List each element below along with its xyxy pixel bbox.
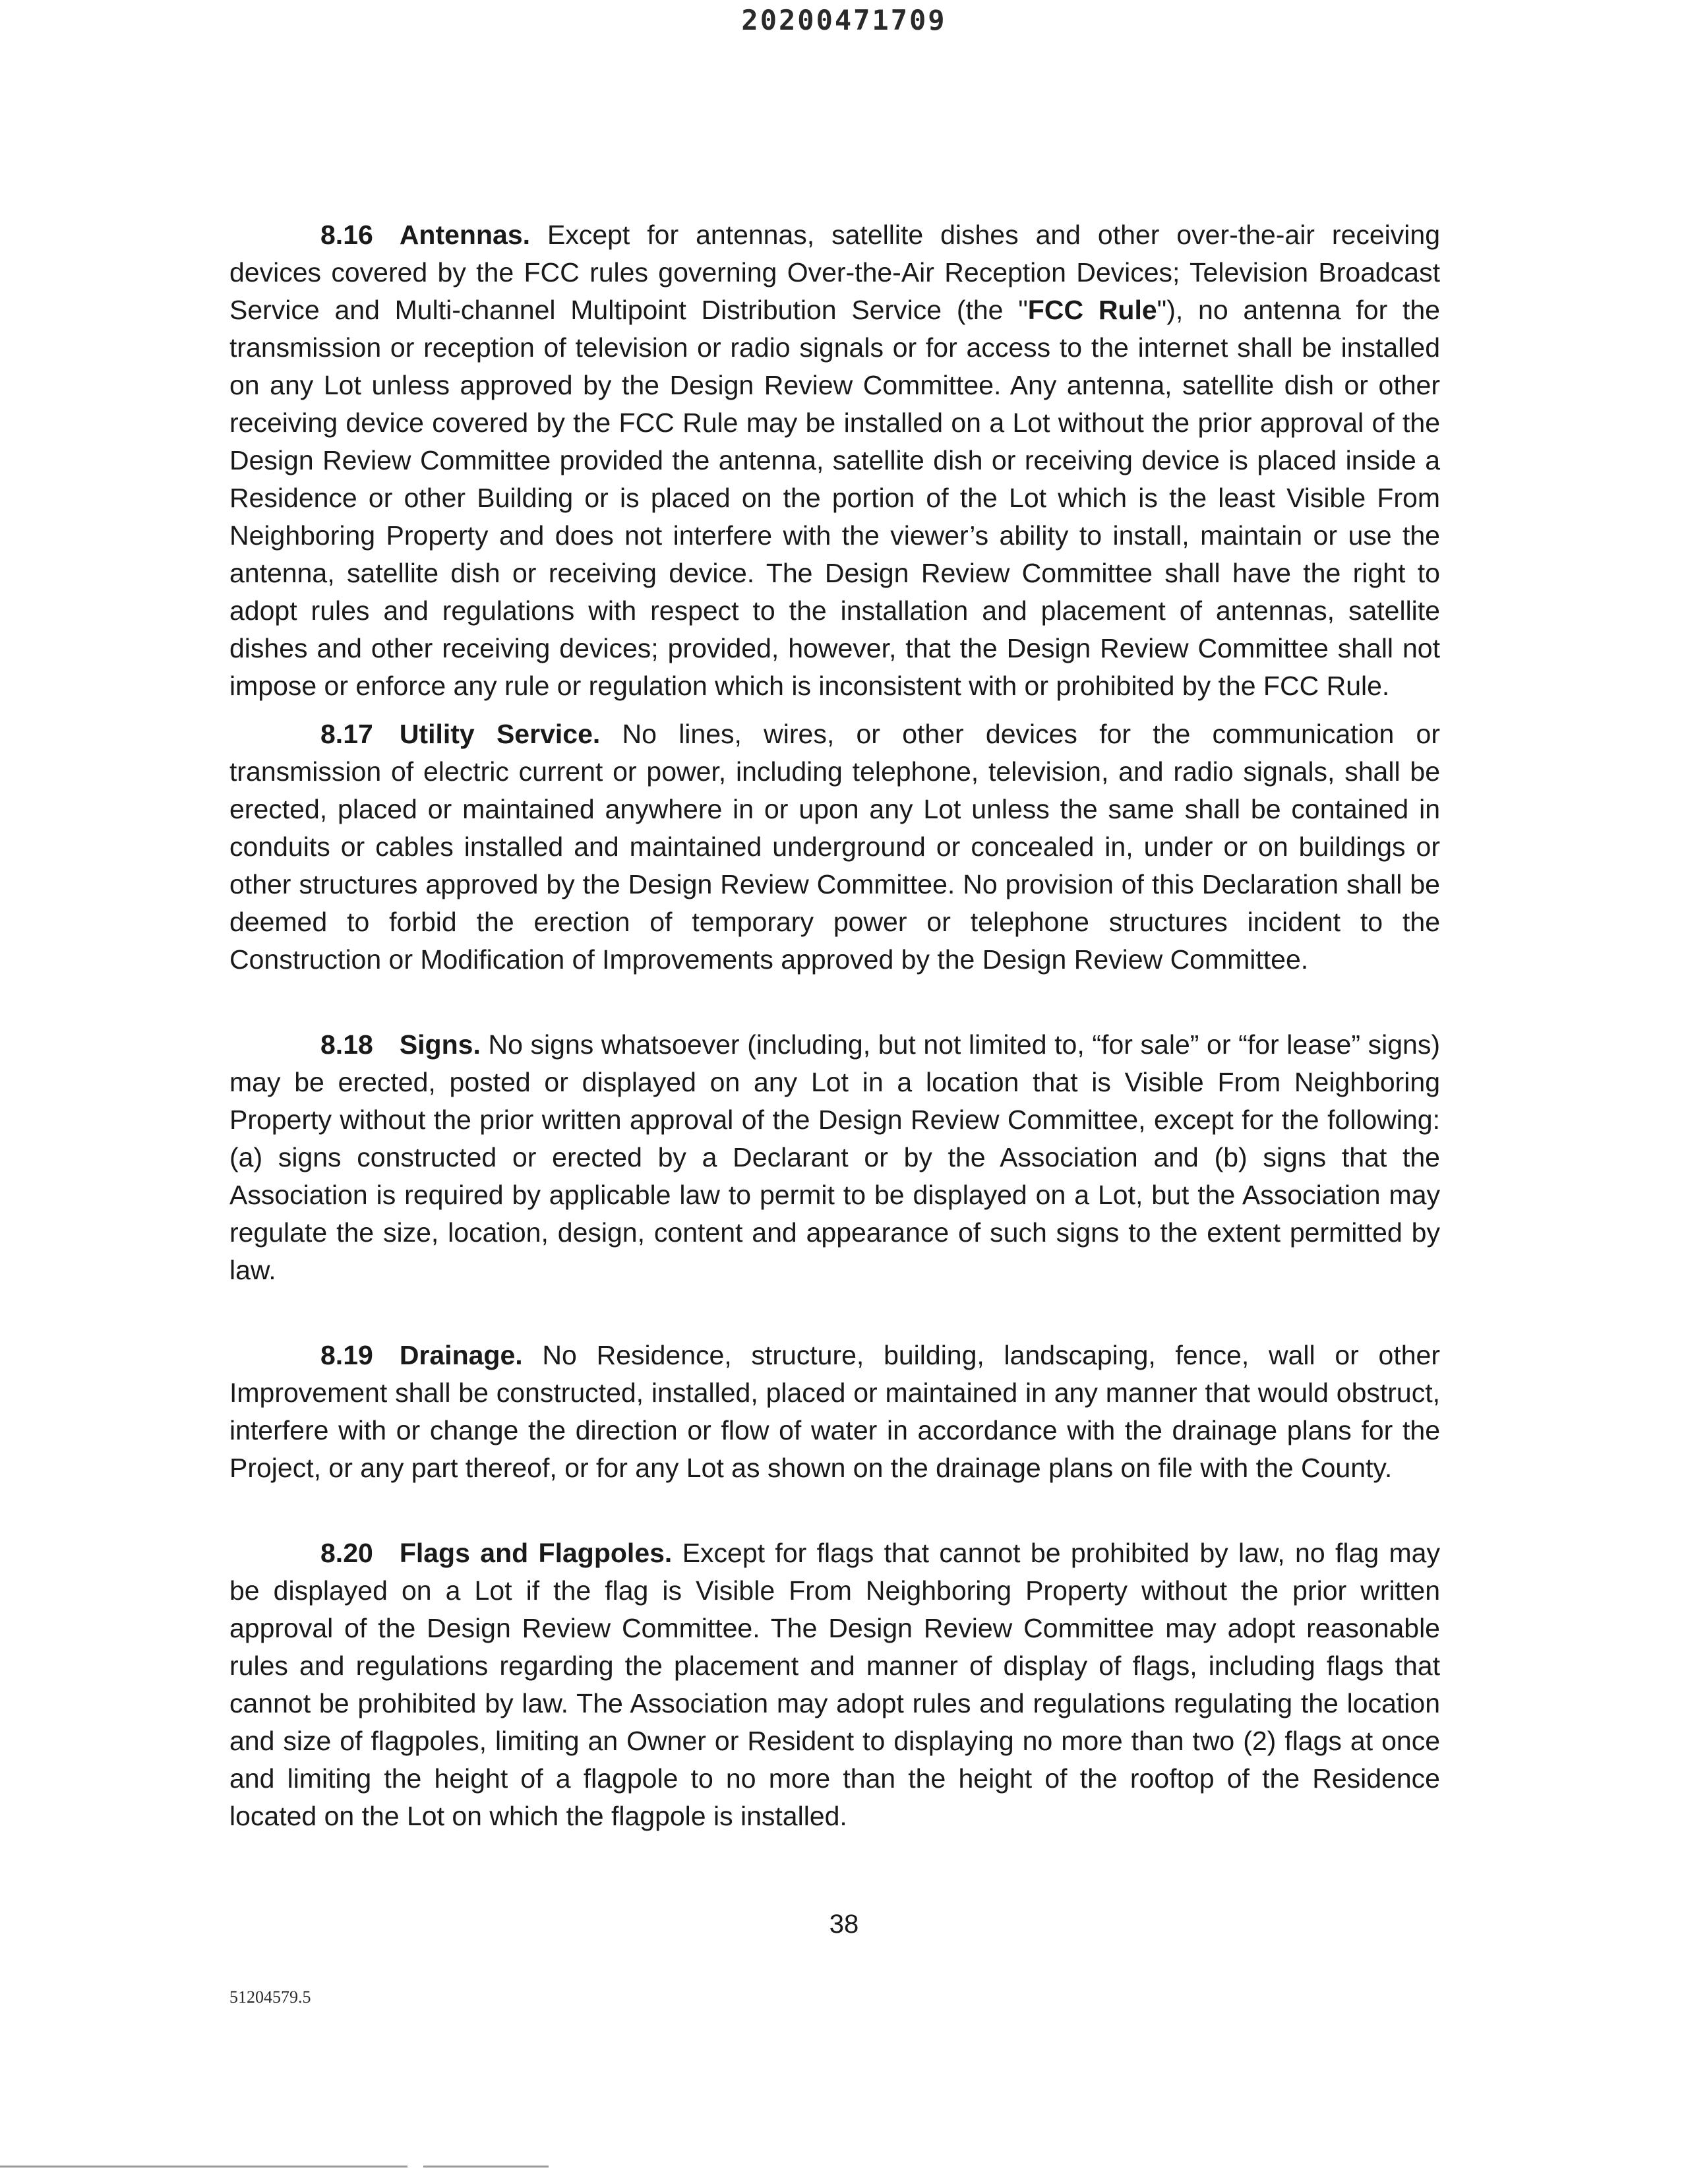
section-title: Signs. xyxy=(399,1029,481,1060)
section-8-20 xyxy=(229,1534,1440,1835)
section-title: Utility Service. xyxy=(399,719,601,749)
footer-rule xyxy=(423,2166,549,2168)
defined-term: FCC Rule xyxy=(1027,295,1157,325)
section-title: Flags and Flagpoles. xyxy=(399,1538,673,1568)
section-8-19 xyxy=(229,1337,1440,1487)
section-8-16 xyxy=(229,216,1440,705)
section-8-18 xyxy=(229,1026,1440,1289)
section-text: No signs whatsoever (including, but not limited to, “for sale” or “for lease” signs) may be erected, posted or displayed on any Lot in a location that is Visible From Neighboring Property without the prior written approval of the Design Review Committee, except for the following: (a) signs constructed or erected by a Declarant or by the Association and (b) signs that the Association is required by applicable law to permit to be displayed on a Lot, but the Association may regulate the size, location, design, content and appearance of such signs to the extent permitted by law. xyxy=(229,1029,1440,1285)
footer-rule xyxy=(0,2166,407,2168)
section-number: 8.20 xyxy=(320,1538,373,1568)
recording-number: 20200471709 xyxy=(741,4,947,36)
section-number: 8.19 xyxy=(320,1340,373,1370)
section-text: No Residence, structure, building, landscaping, fence, wall or other Improvement shall be constructed, installed, placed or maintained in any manner that would obstruct, interfere with or change the direction or flow of water in accordance with the drainage plans for the Project, or any part thereof, or for any Lot as shown on the drainage plans on file with the County. xyxy=(229,1340,1440,1483)
section-number: 8.16 xyxy=(320,220,373,250)
section-text: No lines, wires, or other devices for the communication or transmission of electric current or power, including telephone, television, and radio signals, shall be erected, placed or maintained anywhere in or upon any Lot unless the same shall be contained in conduits or cables installed and maintained underground or concealed in, under or on buildings or other structures approved by the Design Review Committee. No provision of this Declaration shall be deemed to forbid the erection of temporary power or telephone structures incident to the Construction or Modification of Improvements approved by the Design Review Committee. xyxy=(229,719,1440,975)
section-text: Except for flags that cannot be prohibited by law, no flag may be displayed on a Lot if the flag is Visible From Neighboring Property without the prior written approval of the Design Review Committee. The Design Review Committee may adopt reasonable rules and regulations regarding the placement and manner of display of flags, including flags that cannot be prohibited by law. The Association may adopt rules and regulations regulating the location and size of flagpoles, limiting an Owner or Resident to displaying no more than two (2) flags at once and limiting the height of a flagpole to no more than the height of the rooftop of the Residence located on the Lot on which the flagpole is installed. xyxy=(229,1538,1440,1831)
section-8-17 xyxy=(229,715,1440,979)
section-text: Except for antennas, satellite dishes and other over-the-air receiving devices covered by the FCC rules governing Over-the-Air Reception Devices; Television Broadcast Service and Multi-channel Multipoint Distribution Service (the " xyxy=(229,220,1440,325)
section-text: "), no antenna for the transmission or reception of television or radio signals or for access to the internet shall be installed on any Lot unless approved by the Design Review Committee. Any antenna, satellite dish or other receiving device covered by the FCC Rule may be installed on a Lot without the prior approval of the Design Review Committee provided the antenna, satellite dish or receiving device is placed inside a Residence or other Building or is placed on the portion of the Lot which is the least Visible From Neighboring Property and does not interfere with the viewer’s ability to install, maintain or use the antenna, satellite dish or receiving device. The Design Review Committee shall have the right to adopt rules and regulations with respect to the installation and placement of antennas, satellite dishes and other receiving devices; provided, however, that the Design Review Committee shall not impose or enforce any rule or regulation which is inconsistent with or prohibited by the FCC Rule. xyxy=(229,295,1440,701)
section-number: 8.18 xyxy=(320,1029,373,1060)
document-body xyxy=(229,216,1440,1835)
section-number: 8.17 xyxy=(320,719,373,749)
section-title: Antennas. xyxy=(399,220,531,250)
document-id: 51204579.5 xyxy=(229,1987,311,2007)
section-title: Drainage. xyxy=(399,1340,523,1370)
page-number: 38 xyxy=(829,1910,859,1939)
